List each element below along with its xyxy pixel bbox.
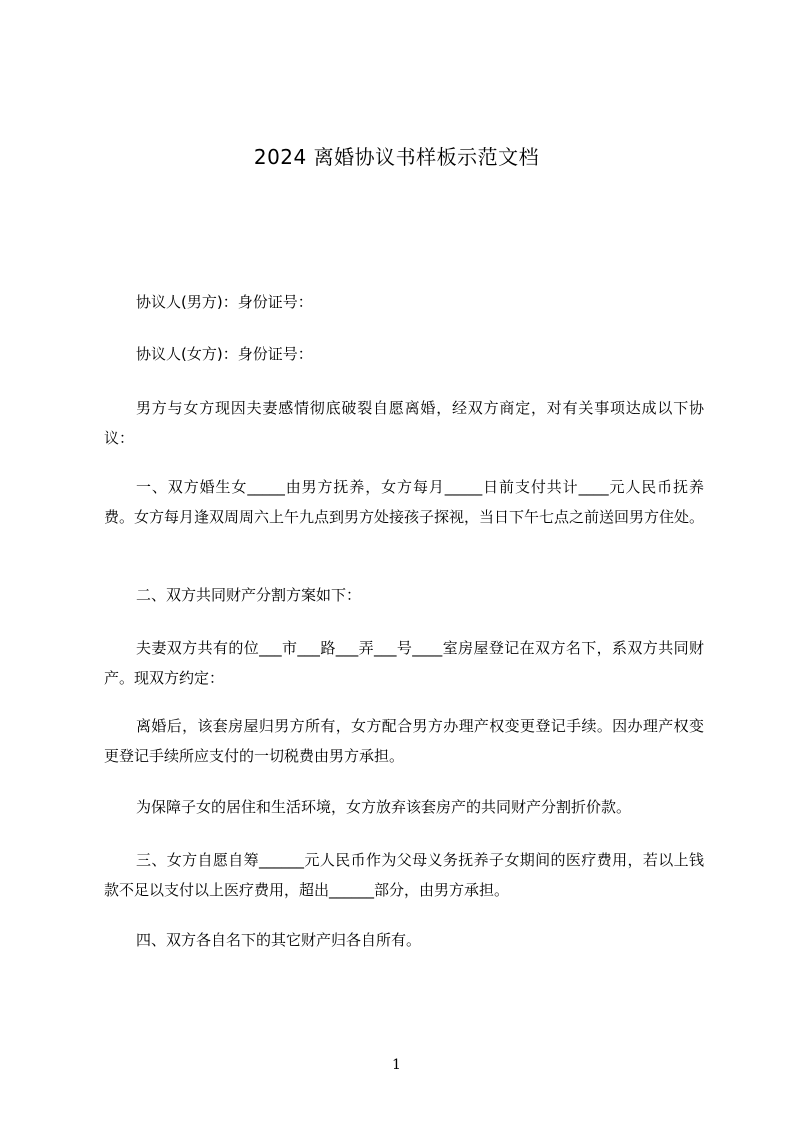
paragraph-clause-4: 四、双方各自名下的其它财产归各自所有。 — [136, 931, 422, 949]
paragraph-child-housing: 为保障子女的居住和生活环境，女方放弃该套房产的共同财产分割折价款。 — [136, 798, 632, 816]
document-title: 2024 离婚协议书样板示范文档 — [253, 145, 540, 169]
paragraph-clause-2: 二、双方共同财产分割方案如下： — [136, 586, 362, 604]
paragraph-property: 夫妻双方共有的位___市___路___弄___号____室房屋登记在双方名下，系双方共同财产。现双方约定： — [104, 639, 704, 687]
paragraph-female-party: 协议人(女方)：身份证号： — [136, 345, 313, 363]
paragraph-clause-1: 一、双方婚生女_____由男方抚养，女方每月_____日前支付共计____元人民币抚养费。女方每月逢双周周六上午九点到男方处接孩子探视，当日下午七点之前送回男方住处。 — [104, 478, 705, 526]
paragraph-clause-3: 三、女方自愿自筹______元人民币作为父母义务抚养子女期间的医疗费用，若以上钱款不足以支付以上医疗费用，超出______部分，由男方承担。 — [104, 851, 704, 899]
paragraph-after-divorce: 离婚后，该套房屋归男方所有，女方配合男方办理产权变更登记手续。因办理产权变更登记手续所应支付的一切税费由男方承担。 — [104, 717, 704, 765]
paragraph-preamble: 男方与女方现因夫妻感情彻底破裂自愿离婚，经双方商定，对有关事项达成以下协议： — [104, 399, 704, 447]
paragraph-male-party: 协议人(男方)：身份证号： — [136, 293, 313, 311]
page-number: 1 — [392, 1057, 401, 1073]
